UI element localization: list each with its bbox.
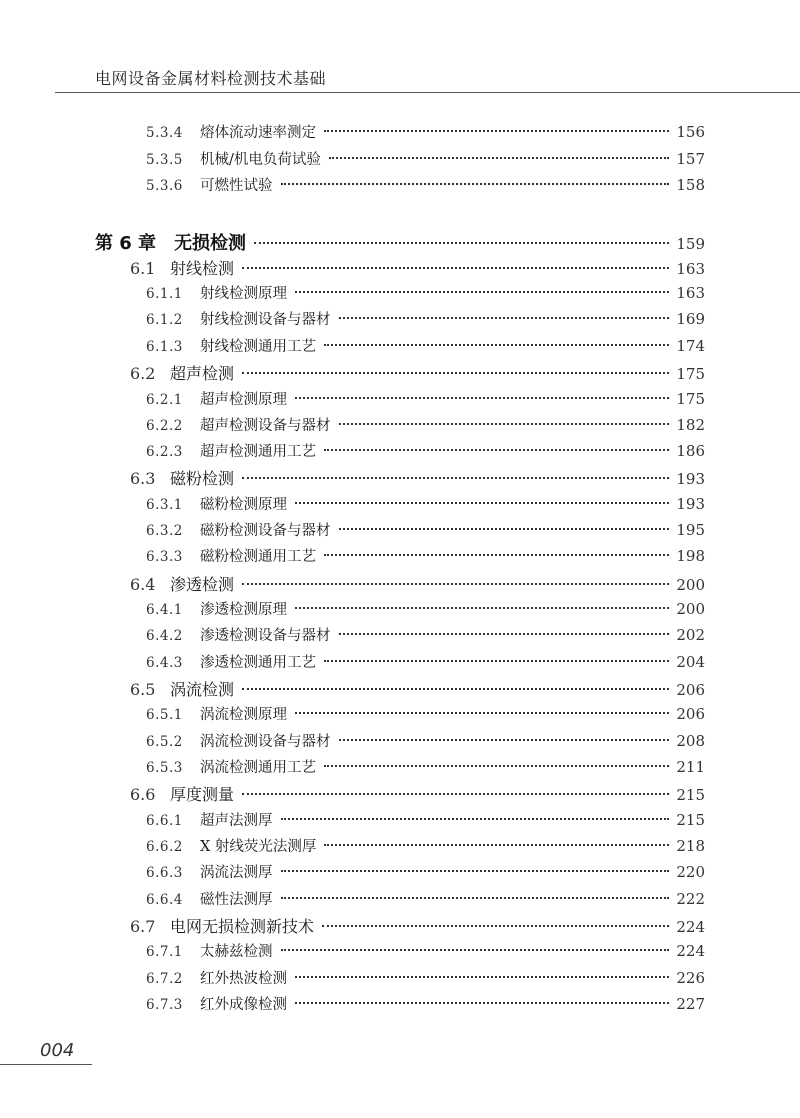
dot-leader: [322, 925, 669, 927]
toc-entry-page: 198: [676, 547, 705, 565]
toc-entry-sub: [146, 121, 705, 147]
toc-entry-title: 渗透检测原理: [200, 602, 287, 618]
toc-entry-page: 175: [676, 365, 705, 383]
toc-entry-number: 6.6: [130, 785, 156, 804]
toc-entry-sub: [146, 148, 705, 174]
dot-leader: [324, 844, 669, 846]
toc-entry-sub: [146, 835, 705, 861]
toc-entry-title: 涡流检测通用工艺: [200, 760, 316, 776]
toc-entry-page: 202: [676, 626, 705, 644]
toc-entry-title: 超声检测原理: [200, 392, 287, 408]
toc-entry-page: 156: [676, 123, 705, 141]
dot-leader: [339, 423, 670, 425]
toc-entry-page: 163: [676, 260, 705, 278]
toc-entry-section: [130, 914, 705, 940]
toc-entry-section: [130, 466, 705, 492]
dot-leader: [339, 739, 670, 741]
toc-entry-number: 6.3.2: [146, 523, 183, 539]
toc-entry-title: 磁粉检测通用工艺: [200, 549, 316, 565]
toc-entry-sub: [146, 308, 705, 334]
toc-entry-number: 6.5: [130, 680, 156, 699]
toc-entry-sub: [146, 174, 705, 200]
toc-entry-number: 6.2.2: [146, 418, 183, 434]
toc-entry-sub: [146, 756, 705, 782]
toc-entry-number: 6.4: [130, 575, 156, 594]
toc-entry-page: 206: [676, 705, 705, 723]
toc-entry-title: 射线检测: [170, 259, 235, 278]
toc-entry-page: 208: [676, 732, 705, 750]
dot-leader: [242, 583, 669, 585]
toc-entry-section: [130, 677, 705, 703]
toc-entry-sub: [146, 809, 705, 835]
toc-entry-number: 6.7: [130, 917, 156, 936]
dot-leader: [324, 130, 669, 132]
dot-leader: [295, 502, 669, 504]
toc-entry-title: 超声法测厚: [200, 813, 273, 829]
dot-leader: [295, 712, 669, 714]
toc-entry-sub: [146, 282, 705, 308]
dot-leader: [281, 818, 670, 820]
toc-entry-sub: [146, 335, 705, 361]
toc-entry-page: 215: [676, 811, 705, 829]
toc-entry-title: 渗透检测设备与器材: [200, 628, 331, 644]
toc-entry-number: 6.1.3: [146, 339, 183, 355]
dot-leader: [324, 554, 669, 556]
toc-entry-title: 超声检测: [170, 364, 235, 383]
toc-entry-chapter: [95, 229, 705, 255]
toc-entry-number: 6.1.1: [146, 286, 183, 302]
dot-leader: [324, 344, 669, 346]
toc-entry-page: 200: [676, 576, 705, 594]
toc-entry-page: 186: [676, 442, 705, 460]
toc-entry-number: 6.7.3: [146, 997, 183, 1013]
toc-entry-title: 磁粉检测: [170, 469, 235, 488]
toc-entry-page: 182: [676, 416, 705, 434]
toc-entry-number: 5.3.6: [146, 178, 183, 194]
toc-entry-number: 6.1.2: [146, 312, 183, 328]
toc-entry-number: 6.6.4: [146, 892, 183, 908]
dot-leader: [295, 607, 669, 609]
toc-entry-title: 无损检测: [174, 233, 247, 254]
toc-entry-page: 157: [676, 150, 705, 168]
toc-entry-title: X 射线荧光法测厚: [200, 839, 317, 855]
toc-entry-title: 磁粉检测设备与器材: [200, 523, 331, 539]
toc-entry-number: 6.6.3: [146, 865, 183, 881]
toc-entry-title: 电网无损检测新技术: [170, 917, 315, 936]
toc-entry-sub: [146, 888, 705, 914]
toc-entry-number: 6.3.1: [146, 497, 183, 513]
toc-entry-page: 175: [676, 390, 705, 408]
dot-leader: [242, 477, 669, 479]
toc-entry-title: 厚度测量: [170, 785, 235, 804]
dot-leader: [295, 1002, 669, 1004]
running-header: 电网设备金属材料检测技术基础: [95, 69, 327, 88]
toc-entry-page: 163: [676, 284, 705, 302]
dot-leader: [242, 372, 669, 374]
toc-entry-section: [130, 256, 705, 282]
toc-entry-sub: [146, 993, 705, 1019]
dot-leader: [242, 688, 669, 690]
toc-entry-page: 224: [676, 918, 705, 936]
toc-entry-number: 6.4.3: [146, 655, 183, 671]
toc-entry-title: 渗透检测: [170, 575, 235, 594]
toc-entry-number: 6.7.2: [146, 971, 183, 987]
toc-entry-section: [130, 782, 705, 808]
toc-entry-number: 5.3.4: [146, 125, 183, 141]
toc-entry-number: 第 6 章: [95, 233, 157, 254]
dot-leader: [295, 291, 669, 293]
toc-entry-title: 涡流检测: [170, 680, 235, 699]
toc-entry-title: 涡流法测厚: [200, 865, 273, 881]
toc-entry-number: 6.7.1: [146, 944, 183, 960]
toc-entry-page: 193: [676, 470, 705, 488]
page-number: 004: [40, 1040, 75, 1061]
toc-entry-number: 5.3.5: [146, 152, 183, 168]
toc-entry-sub: [146, 545, 705, 571]
toc-entry-sub: [146, 493, 705, 519]
toc-entry-page: 211: [676, 758, 705, 776]
toc-entry-page: 204: [676, 653, 705, 671]
dot-leader: [254, 242, 669, 244]
toc-entry-title: 太赫兹检测: [200, 944, 273, 960]
toc-entry-title: 超声检测设备与器材: [200, 418, 331, 434]
toc-entry-title: 渗透检测通用工艺: [200, 655, 316, 671]
toc-entry-number: 6.3: [130, 469, 156, 488]
toc-entry-title: 超声检测通用工艺: [200, 444, 316, 460]
toc-entry-sub: [146, 624, 705, 650]
toc-entry-page: 174: [676, 337, 705, 355]
toc-entry-title: 射线检测通用工艺: [200, 339, 316, 355]
toc-entry-sub: [146, 967, 705, 993]
dot-leader: [339, 528, 670, 530]
toc-entry-title: 磁性法测厚: [200, 892, 273, 908]
dot-leader: [324, 660, 669, 662]
toc-entry-title: 红外热波检测: [200, 971, 287, 987]
toc-entry-number: 6.6.1: [146, 813, 183, 829]
toc-entry-page: 200: [676, 600, 705, 618]
toc-entry-page: 224: [676, 942, 705, 960]
toc-entry-title: 射线检测设备与器材: [200, 312, 331, 328]
toc-entry-number: 6.4.2: [146, 628, 183, 644]
dot-leader: [324, 765, 669, 767]
toc-entry-page: 195: [676, 521, 705, 539]
footer-rule: [0, 1064, 92, 1065]
toc-entry-sub: [146, 598, 705, 624]
toc-entry-title: 机械/机电负荷试验: [200, 152, 321, 168]
toc-entry-sub: [146, 651, 705, 677]
toc-entry-title: 涡流检测原理: [200, 707, 287, 723]
toc-entry-number: 6.5.2: [146, 734, 183, 750]
toc-entry-sub: [146, 388, 705, 414]
toc-entry-page: 206: [676, 681, 705, 699]
toc-entry-number: 6.4.1: [146, 602, 183, 618]
dot-leader: [295, 397, 669, 399]
toc-entry-page: 193: [676, 495, 705, 513]
toc-entry-sub: [146, 414, 705, 440]
toc-entry-page: 158: [676, 176, 705, 194]
dot-leader: [242, 793, 669, 795]
toc-entry-number: 6.3.3: [146, 549, 183, 565]
toc-entry-page: 215: [676, 786, 705, 804]
toc-entry-number: 6.1: [130, 259, 156, 278]
dot-leader: [242, 267, 669, 269]
toc-entry-sub: [146, 440, 705, 466]
toc-entry-number: 6.2.1: [146, 392, 183, 408]
toc-entry-page: 220: [676, 863, 705, 881]
toc-entry-title: 磁粉检测原理: [200, 497, 287, 513]
dot-leader: [281, 949, 670, 951]
toc-entry-title: 射线检测原理: [200, 286, 287, 302]
toc-entry-section: [130, 572, 705, 598]
dot-leader: [281, 897, 670, 899]
toc-entry-title: 可燃性试验: [200, 178, 273, 194]
toc-entry-number: 6.5.1: [146, 707, 183, 723]
toc-entry-page: 222: [676, 890, 705, 908]
toc-entry-page: 218: [676, 837, 705, 855]
toc-entry-page: 159: [676, 235, 705, 253]
toc-entry-page: 227: [676, 995, 705, 1013]
toc-entry-title: 涡流检测设备与器材: [200, 734, 331, 750]
toc-entry-page: 169: [676, 310, 705, 328]
toc-entry-sub: [146, 703, 705, 729]
toc-entry-number: 6.6.2: [146, 839, 183, 855]
dot-leader: [339, 317, 670, 319]
toc-entry-title: 熔体流动速率测定: [200, 125, 316, 141]
toc-entry-sub: [146, 519, 705, 545]
toc-entry-number: 6.2.3: [146, 444, 183, 460]
dot-leader: [324, 449, 669, 451]
dot-leader: [295, 976, 669, 978]
toc-entry-sub: [146, 861, 705, 887]
dot-leader: [329, 157, 669, 159]
header-rule: [55, 92, 800, 93]
toc-entry-page: 226: [676, 969, 705, 987]
dot-leader: [281, 870, 670, 872]
toc-entry-sub: [146, 730, 705, 756]
toc-entry-sub: [146, 940, 705, 966]
toc-entry-title: 红外成像检测: [200, 997, 287, 1013]
dot-leader: [281, 183, 670, 185]
toc-entry-number: 6.2: [130, 364, 156, 383]
dot-leader: [339, 633, 670, 635]
toc-entry-number: 6.5.3: [146, 760, 183, 776]
toc-entry-section: [130, 361, 705, 387]
